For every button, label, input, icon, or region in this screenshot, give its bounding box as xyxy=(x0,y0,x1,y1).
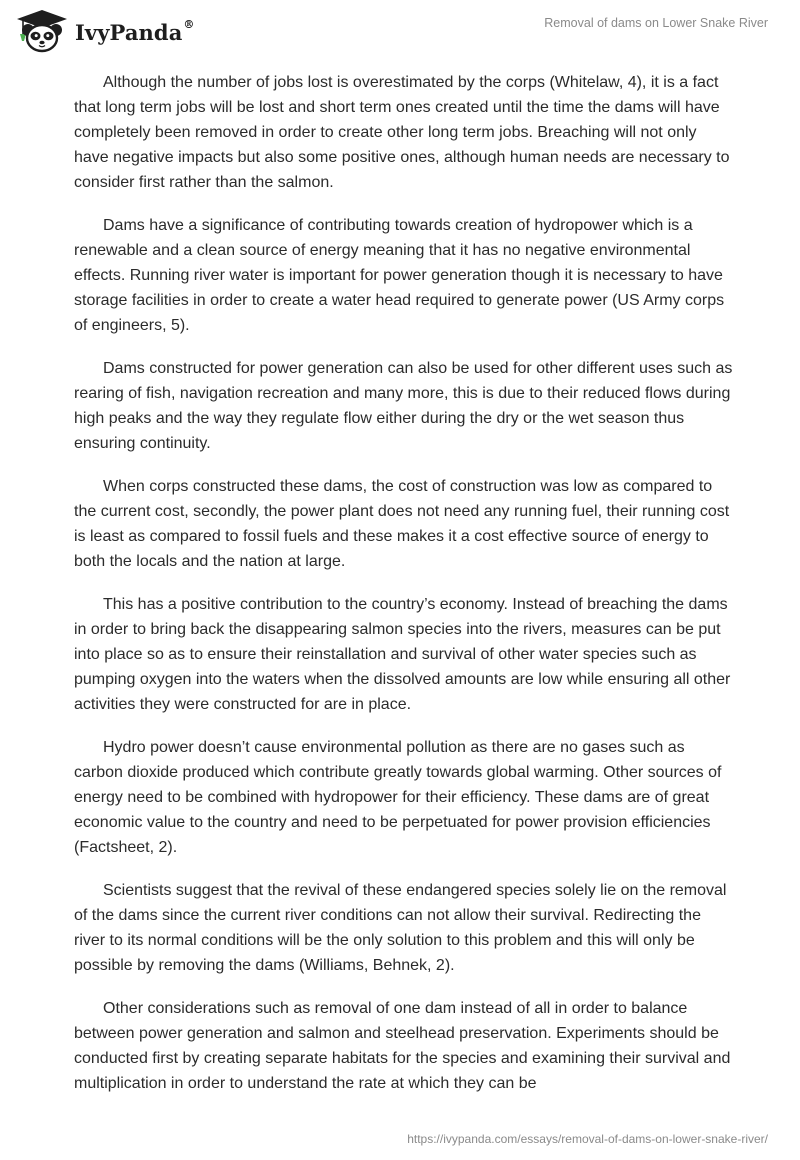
ivypanda-logo[interactable] xyxy=(15,8,195,54)
paragraph: Dams constructed for power generation can also be used for other different uses such as rearing of fish, navigation recreation and many more, this is due to their reduced flows during high peaks and the way they regulate flow either during the dry or the wet season thus ensuring continuity. xyxy=(74,360,733,452)
source-url[interactable]: https://ivypanda.com/essays/removal-of-dams-on-lower-snake-river/ xyxy=(407,1132,768,1146)
brand-name: IvyPanda® xyxy=(75,17,195,45)
panda-graduate-icon xyxy=(15,8,69,54)
paragraph: Dams have a significance of contributing towards creation of hydropower which is a renewable and a clean source of energy meaning that it has no negative environmental effects. Running river water is important for power generation though it is necessary to have storage facilities in order to create a water head required to generate power (US Army corps of engineers, 5). xyxy=(74,217,725,334)
paragraph: This has a positive contribution to the country’s economy. Instead of breaching the dams in order to bring back the disappearing salmon species into the rivers, measures can be put into place so as to ensure their reinstallation and survival of other water species such as pumping oxygen into the waters when the dissolved amounts are low while ensuring all other activities they were constructed for are in place. xyxy=(74,596,731,713)
paragraph: Hydro power doesn’t cause environmental pollution as there are no gases such as carbon dioxide produced which contribute greatly towards global warming. Other sources of energy need to be combined with hydropower for their efficiency. These dams are of great economic value to the country and need to be perpetuated for power provision efficiencies (Factsheet, 2). xyxy=(74,739,722,856)
page-header xyxy=(0,0,800,64)
document-title: Removal of dams on Lower Snake River xyxy=(544,16,768,30)
paragraph: Scientists suggest that the revival of these endangered species solely lie on the removal of the dams since the current river conditions can not allow their survival. Redirecting the river to its normal conditions will be the only solution to this problem and this will only be possible by removing the dams (Williams, Behnek, 2). xyxy=(74,882,727,974)
paragraph: Although the number of jobs lost is overestimated by the corps (Whitelaw, 4), it is a fact that long term jobs will be lost and short term ones created until the time the dams will have completely been removed in order to create other long term jobs. Breaching will not only have negative impacts but also some positive ones, although human needs are necessary to consider first rather than the salmon. xyxy=(74,74,730,191)
paragraph: Other considerations such as removal of one dam instead of all in order to balance between power generation and salmon and steelhead preservation. Experiments should be conducted first by creating separate habitats for the species and examining their survival and multiplication in order to understand the rate at which they can be xyxy=(74,1000,731,1092)
paragraph: When corps constructed these dams, the cost of construction was low as compared to the current cost, secondly, the power plant does not need any running fuel, their running cost is least as compared to fossil fuels and these makes it a cost effective source of energy to both the locals and the nation at large. xyxy=(74,478,730,570)
essay-body xyxy=(74,70,734,1114)
